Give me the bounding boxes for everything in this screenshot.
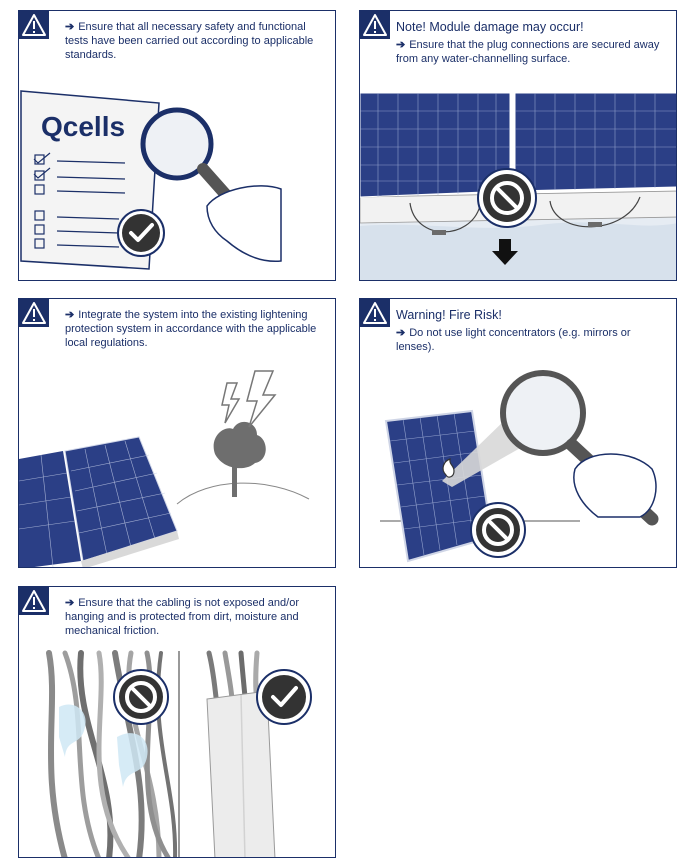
prohibit-icon: [114, 670, 168, 724]
prohibit-icon: [471, 503, 525, 557]
panel-lightning-protection: [18, 298, 336, 568]
check-circle-icon: [257, 670, 311, 724]
qcells-logo: Qcells: [41, 111, 126, 142]
lightning-bolt-icon: [222, 383, 239, 423]
prohibit-icon: [478, 169, 536, 227]
panel-fire-risk: [359, 298, 677, 568]
panel-text: ➔ Ensure that the cabling is not exposed and/or hanging and is protected from dirt, moisture and mechanical friction.: [65, 597, 299, 637]
panel-text: ➔ Integrate the system into the existing lightening protection system in accordance with the applicable local regulations.: [65, 309, 317, 349]
panel-title: Note! Module damage may occur!: [396, 20, 584, 34]
panel-module-damage: [359, 10, 677, 281]
arrow-right-icon: ➔: [65, 597, 75, 609]
cabling-illustration: [19, 587, 336, 858]
module-damage-illustration: [360, 11, 677, 281]
panel-text: Note! Module damage may occur! ➔ Ensure that the plug connections are secured away from any water-channelling surface.: [396, 20, 668, 66]
fire-risk-illustration: [360, 299, 677, 568]
safety-test-illustration: [19, 11, 336, 281]
arrow-right-icon: ➔: [65, 21, 75, 33]
lightning-illustration: [19, 299, 336, 568]
arrow-right-icon: ➔: [396, 39, 406, 51]
panel-title: Warning! Fire Risk!: [396, 308, 502, 322]
arrow-right-icon: ➔: [65, 309, 75, 321]
check-circle-icon: [118, 210, 164, 256]
panel-cabling: [18, 586, 336, 858]
arrow-right-icon: ➔: [396, 327, 406, 339]
panel-safety-tests: [18, 10, 336, 281]
panel-text: ➔ Ensure that all necessary safety and functional tests have been carried out according to applicable standards.: [65, 21, 314, 61]
panel-text: Warning! Fire Risk! ➔ Do not use light concentrators (e.g. mirrors or lenses).: [396, 308, 668, 354]
lightning-bolt-icon: [247, 371, 275, 427]
